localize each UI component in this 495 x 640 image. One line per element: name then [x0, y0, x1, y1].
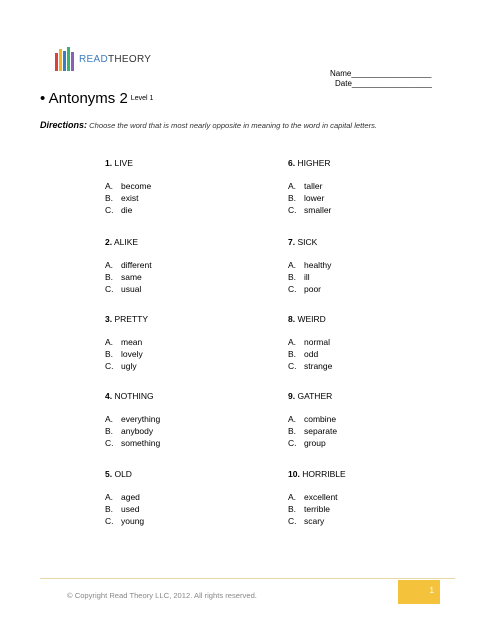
answer-option[interactable]	[105, 204, 151, 216]
answer-option[interactable]	[105, 259, 152, 271]
level-label: Level 1	[130, 95, 154, 103]
answer-option[interactable]	[105, 437, 160, 449]
question-head	[288, 390, 337, 402]
answer-option[interactable]	[105, 336, 148, 348]
question-word: ALIKE	[114, 237, 139, 247]
question-word: NOTHING	[114, 391, 154, 401]
option-text: everything	[121, 414, 161, 424]
option-letter: B.	[288, 349, 297, 359]
answer-option[interactable]	[105, 515, 144, 527]
option-text: ugly	[121, 361, 137, 371]
option-text: terrible	[304, 504, 330, 514]
answer-option[interactable]	[105, 180, 151, 192]
answer-option[interactable]	[288, 437, 337, 449]
answer-option[interactable]	[288, 204, 331, 216]
answer-option[interactable]	[288, 360, 332, 372]
question-head	[105, 390, 160, 402]
option-text: lovely	[121, 349, 143, 359]
readtheory-logo	[55, 47, 151, 71]
option-letter: A.	[288, 181, 297, 191]
answer-option[interactable]	[105, 283, 152, 295]
option-letter: C.	[105, 205, 114, 215]
option-text: excellent	[304, 492, 338, 502]
answer-option[interactable]	[105, 413, 160, 425]
option-letter: A.	[105, 260, 114, 270]
option-text: mean	[121, 337, 143, 347]
option-text: separate	[304, 426, 338, 436]
question-number: 10.	[288, 469, 300, 479]
option-letter: C.	[288, 516, 297, 526]
option-text: young	[121, 516, 145, 526]
option-text: exist	[121, 193, 139, 203]
logo-text: READTHEORY	[79, 54, 152, 65]
option-text: usual	[121, 284, 142, 294]
answer-option[interactable]	[288, 180, 331, 192]
option-letter: B.	[105, 426, 114, 436]
question-number: 8.	[288, 314, 296, 324]
books-logo-icon	[55, 47, 74, 71]
option-letter: B.	[105, 504, 114, 514]
question-item	[105, 468, 144, 527]
question-item	[288, 468, 346, 527]
copyright-text: © Copyright Read Theory LLC, 2012. All rights reserved.	[67, 591, 257, 600]
question-head	[288, 468, 346, 480]
question-word: WEIRD	[297, 314, 326, 324]
question-number: 1.	[105, 158, 113, 168]
option-letter: C.	[288, 438, 297, 448]
option-letter: A.	[288, 492, 297, 502]
option-text: poor	[304, 284, 322, 294]
option-letter: A.	[105, 337, 114, 347]
question-number: 7.	[288, 237, 296, 247]
question-word: HIGHER	[297, 158, 331, 168]
option-text: combine	[304, 414, 337, 424]
answer-option[interactable]	[288, 348, 332, 360]
question-head	[288, 313, 332, 325]
option-text: scary	[304, 516, 325, 526]
directions-text: Choose the word that is most nearly opposite in meaning to the word in capital letters.	[89, 121, 378, 130]
worksheet-title	[40, 90, 153, 108]
option-letter: A.	[288, 414, 297, 424]
answer-option[interactable]	[288, 413, 337, 425]
option-letter: C.	[105, 438, 114, 448]
name-field: Name__________________	[330, 69, 432, 78]
name-date-block	[330, 69, 432, 89]
answer-option[interactable]	[105, 425, 160, 437]
question-item	[288, 390, 337, 449]
question-word: SICK	[297, 237, 318, 247]
question-number: 5.	[105, 469, 113, 479]
answer-option[interactable]	[105, 192, 151, 204]
option-letter: A.	[105, 492, 114, 502]
option-text: become	[121, 181, 152, 191]
option-text: normal	[304, 337, 330, 347]
question-item	[288, 157, 331, 216]
directions	[40, 120, 377, 131]
option-text: anybody	[121, 426, 154, 436]
option-letter: B.	[105, 349, 114, 359]
directions-label: Directions:	[40, 120, 88, 130]
answer-option[interactable]	[288, 503, 346, 515]
answer-option[interactable]	[288, 271, 331, 283]
question-head	[105, 313, 148, 325]
option-text: die	[121, 205, 133, 215]
option-letter: A.	[288, 260, 297, 270]
option-letter: B.	[288, 272, 297, 282]
option-text: aged	[121, 492, 140, 502]
question-head	[105, 468, 144, 480]
title-text: • Antonyms 2	[40, 90, 128, 107]
option-letter: C.	[105, 284, 114, 294]
option-letter: B.	[288, 426, 297, 436]
option-letter: C.	[288, 284, 297, 294]
answer-option[interactable]	[288, 336, 332, 348]
option-letter: B.	[105, 193, 114, 203]
question-number: 2.	[105, 237, 113, 247]
option-letter: B.	[288, 193, 297, 203]
question-word: LIVE	[114, 158, 133, 168]
question-word: PRETTY	[114, 314, 148, 324]
option-text: different	[121, 260, 152, 270]
question-head	[288, 157, 331, 169]
option-text: same	[121, 272, 142, 282]
option-letter: C.	[105, 516, 114, 526]
answer-option[interactable]	[288, 425, 337, 437]
option-text: group	[304, 438, 326, 448]
question-item	[105, 157, 151, 216]
option-text: something	[121, 438, 161, 448]
answer-option[interactable]	[288, 259, 331, 271]
option-text: odd	[304, 349, 319, 359]
answer-option[interactable]	[105, 348, 148, 360]
answer-option[interactable]	[105, 360, 148, 372]
option-letter: A.	[105, 414, 114, 424]
footer-divider	[40, 578, 455, 579]
option-text: healthy	[304, 260, 332, 270]
option-letter: C.	[105, 361, 114, 371]
option-letter: C.	[288, 361, 297, 371]
answer-option[interactable]	[288, 283, 331, 295]
answer-option[interactable]	[105, 491, 144, 503]
question-head	[105, 157, 151, 169]
question-number: 9.	[288, 391, 296, 401]
option-text: smaller	[304, 205, 332, 215]
question-word: OLD	[114, 469, 132, 479]
option-letter: B.	[288, 504, 297, 514]
option-text: ill	[304, 272, 310, 282]
question-item	[105, 313, 148, 372]
date-field: Date__________________	[335, 79, 432, 88]
option-text: strange	[304, 361, 333, 371]
answer-option[interactable]	[288, 192, 331, 204]
answer-option[interactable]	[288, 515, 346, 527]
answer-option[interactable]	[288, 491, 346, 503]
option-text: lower	[304, 193, 325, 203]
question-number: 3.	[105, 314, 113, 324]
option-text: taller	[304, 181, 323, 191]
option-letter: C.	[288, 205, 297, 215]
page-number: 1	[429, 586, 434, 595]
question-word: GATHER	[297, 391, 333, 401]
question-number: 6.	[288, 158, 296, 168]
page-number-box	[398, 580, 440, 604]
question-item	[105, 236, 152, 295]
question-item	[105, 390, 160, 449]
option-letter: B.	[105, 272, 114, 282]
question-item	[288, 236, 331, 295]
question-head	[105, 236, 152, 248]
answer-option[interactable]	[105, 503, 144, 515]
question-word: HORRIBLE	[302, 469, 346, 479]
question-head	[288, 236, 331, 248]
option-letter: A.	[288, 337, 297, 347]
question-number: 4.	[105, 391, 113, 401]
option-letter: A.	[105, 181, 114, 191]
question-item	[288, 313, 332, 372]
answer-option[interactable]	[105, 271, 152, 283]
option-text: used	[121, 504, 140, 514]
